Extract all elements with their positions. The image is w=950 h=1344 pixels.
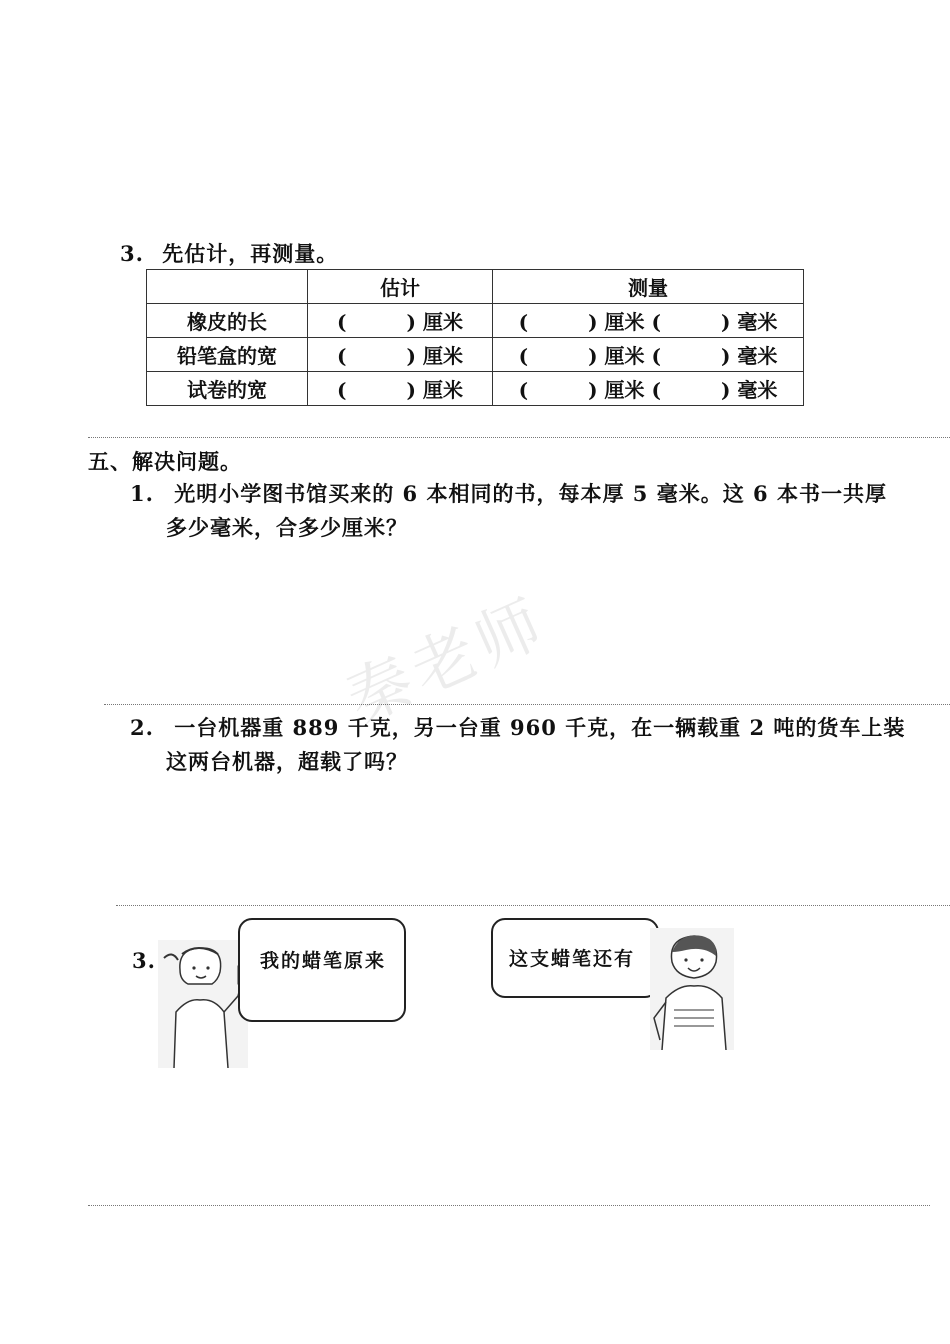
measure-blanks[interactable]: ( ) 厘米 ( ) 毫米 — [493, 372, 804, 406]
problem-1-line-2: 多少毫米，合多少厘米？ — [166, 515, 408, 540]
section-title: 五、解决问题。 — [88, 449, 242, 474]
row-item-label: 试卷的宽 — [147, 372, 308, 406]
row-item-label: 橡皮的长 — [147, 304, 308, 338]
question-number: 3. — [120, 241, 144, 266]
estimate-cm-blank[interactable]: ( ) 厘米 — [308, 338, 493, 372]
girl-speech-text: 我的蜡笔原来 — [260, 950, 387, 972]
girl-speech-bubble — [238, 918, 406, 1022]
unit-cm: 厘米 — [604, 378, 645, 402]
estimate-cm-blank[interactable]: ( ) 厘米 — [308, 372, 493, 406]
measure-blanks[interactable]: ( ) 厘米 ( ) 毫米 — [493, 338, 804, 372]
unit-cm: 厘米 — [422, 310, 463, 334]
boy-speech-text: 这支蜡笔还有 — [509, 948, 636, 970]
estimate-cm-blank[interactable]: ( ) 厘米 — [308, 304, 493, 338]
boy-illustration — [650, 928, 734, 1050]
problem-number: 1. — [130, 481, 154, 506]
unit-cm: 厘米 — [422, 344, 463, 368]
problem-line: 一台机器重 889 千克，另一台重 960 千克，在一辆载重 2 吨的货车上装 — [174, 715, 906, 740]
measure-blanks[interactable]: ( ) 厘米 ( ) 毫米 — [493, 304, 804, 338]
table-row — [147, 338, 804, 372]
table-header-estimate: 估计 — [308, 270, 493, 304]
watermark: 秦老师 — [336, 584, 559, 738]
problem-number: 3. — [132, 948, 156, 973]
girl-illustration — [158, 940, 248, 1068]
row-item-label: 铅笔盒的宽 — [147, 338, 308, 372]
problem-2 — [130, 712, 905, 742]
problem-line: 光明小学图书馆买来的 6 本相同的书，每本厚 5 毫米。这 6 本书一共厚 — [174, 481, 887, 506]
unit-cm: 厘米 — [604, 310, 645, 334]
divider — [88, 1205, 930, 1206]
question-prompt: 先估计，再测量。 — [162, 241, 339, 266]
problem-number: 2. — [130, 715, 154, 740]
problem-1 — [130, 478, 887, 508]
unit-cm: 厘米 — [422, 378, 463, 402]
measurement-table — [146, 269, 804, 406]
unit-mm: 毫米 — [737, 310, 778, 334]
table-header-measure: 测量 — [493, 270, 804, 304]
question-3-heading — [120, 238, 338, 268]
divider — [116, 905, 950, 906]
table-header-blank — [147, 270, 308, 304]
unit-mm: 毫米 — [737, 378, 778, 402]
table-header-row — [147, 270, 804, 304]
problem-2-line-2: 这两台机器，超载了吗？ — [166, 749, 408, 774]
unit-mm: 毫米 — [737, 344, 778, 368]
table-row — [147, 304, 804, 338]
divider — [88, 437, 950, 438]
boy-speech-bubble — [491, 918, 659, 998]
unit-cm: 厘米 — [604, 344, 645, 368]
table-row — [147, 372, 804, 406]
divider — [104, 704, 950, 705]
